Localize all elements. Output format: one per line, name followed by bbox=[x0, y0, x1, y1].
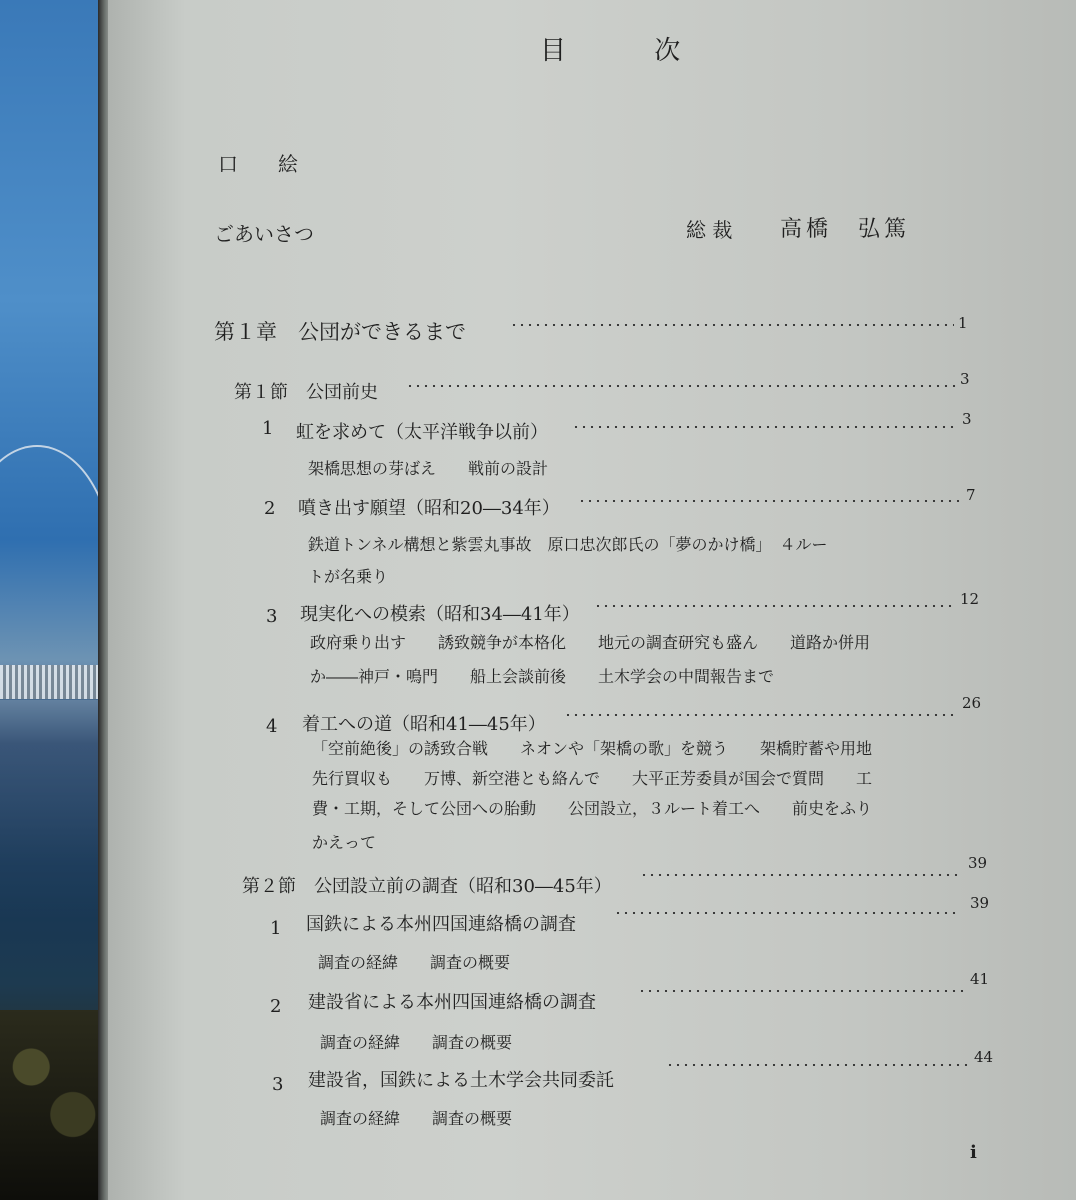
item-number: 3 bbox=[266, 606, 278, 627]
item-subtopics: か――神戸・鳴門 船上会談前後 土木学会の中間報告まで bbox=[310, 667, 775, 686]
leader-dots bbox=[666, 1064, 972, 1066]
bridge-deck-graphic bbox=[0, 665, 104, 699]
page-number: 39 bbox=[968, 854, 988, 872]
greeting-name: 高橋 弘篤 bbox=[780, 217, 911, 242]
item-subtopics: 「空前絶後」の誘致合戦 ネオンや「架橋の歌」を競う 架橋貯蓄や用地 bbox=[312, 739, 873, 758]
item-subtopics: 調査の経緯 調査の概要 bbox=[320, 1033, 513, 1052]
page-number: 7 bbox=[966, 486, 976, 504]
page-number: 3 bbox=[960, 370, 970, 388]
item-title: 建設省，国鉄による土木学会共同委託 bbox=[308, 1070, 614, 1091]
leader-dots bbox=[510, 324, 954, 326]
page-folio: i bbox=[970, 1142, 977, 1163]
greeting-entry: ごあいさつ bbox=[214, 222, 314, 246]
sea-graphic bbox=[0, 700, 104, 920]
item-number: 2 bbox=[264, 498, 276, 519]
leader-dots bbox=[564, 714, 958, 716]
section-title: 第１節 公団前史 bbox=[234, 382, 378, 403]
toc-page bbox=[108, 0, 1076, 1200]
item-title: 建設省による本州四国連絡橋の調査 bbox=[308, 992, 596, 1013]
leader-dots bbox=[638, 990, 966, 992]
page-number: 1 bbox=[958, 314, 968, 332]
page-number: 39 bbox=[970, 894, 990, 912]
item-subtopics: トが名乗り bbox=[308, 567, 389, 586]
item-title: 虹を求めて（太平洋戦争以前） bbox=[296, 422, 548, 443]
leader-dots bbox=[572, 426, 958, 428]
item-subtopics: 費・工期，そして公団への胎動 公団設立，３ルート着工へ 前史をふり bbox=[312, 799, 873, 818]
leader-dots bbox=[578, 500, 962, 502]
page-number: 26 bbox=[962, 694, 982, 712]
item-subtopics: 調査の経緯 調査の概要 bbox=[320, 1109, 513, 1128]
item-subtopics: 政府乗り出す 誘致競争が本格化 地元の調査研究も盛ん 道路か併用 bbox=[310, 633, 871, 652]
item-number: 1 bbox=[270, 918, 282, 939]
trees-graphic bbox=[0, 1010, 104, 1200]
frontispiece-entry: 口 絵 bbox=[218, 152, 298, 176]
item-number: 1 bbox=[262, 418, 274, 439]
chapter-title: 第１章 公団ができるまで bbox=[214, 320, 466, 344]
item-number: 3 bbox=[272, 1074, 284, 1095]
item-subtopics: かえって bbox=[312, 833, 377, 852]
item-title: 国鉄による本州四国連絡橋の調査 bbox=[306, 914, 576, 935]
page-number: 3 bbox=[962, 410, 972, 428]
leader-dots bbox=[406, 385, 956, 387]
leader-dots bbox=[640, 874, 962, 876]
leader-dots bbox=[594, 605, 954, 607]
facing-page-photo bbox=[0, 0, 104, 1200]
page-title: 目 次 bbox=[540, 36, 721, 66]
item-subtopics: 調査の経緯 調査の概要 bbox=[318, 953, 511, 972]
item-number: 4 bbox=[266, 716, 278, 737]
item-subtopics: 先行買収も 万博、新空港とも絡んで 大平正芳委員が国会で質問 工 bbox=[312, 769, 873, 788]
page-number: 12 bbox=[960, 590, 980, 608]
item-title: 現実化への模索（昭和34―41年） bbox=[300, 604, 580, 625]
page-number: 41 bbox=[970, 970, 990, 988]
item-number: 2 bbox=[270, 996, 282, 1017]
page-number: 44 bbox=[974, 1048, 994, 1066]
leader-dots bbox=[614, 912, 960, 914]
section-title: 第２節 公団設立前の調査（昭和30―45年） bbox=[242, 876, 612, 897]
item-subtopics: 鉄道トンネル構想と紫雲丸事故 原口忠次郎氏の「夢のかけ橋」 ４ルー bbox=[308, 535, 828, 554]
bridge-cable-graphic bbox=[0, 445, 104, 687]
greeting-role: 総 裁 bbox=[686, 218, 733, 242]
item-title: 噴き出す願望（昭和20―34年） bbox=[298, 498, 560, 519]
item-title: 着工への道（昭和41―45年） bbox=[302, 714, 546, 735]
item-subtopics: 架橋思想の芽ばえ 戦前の設計 bbox=[308, 459, 549, 478]
